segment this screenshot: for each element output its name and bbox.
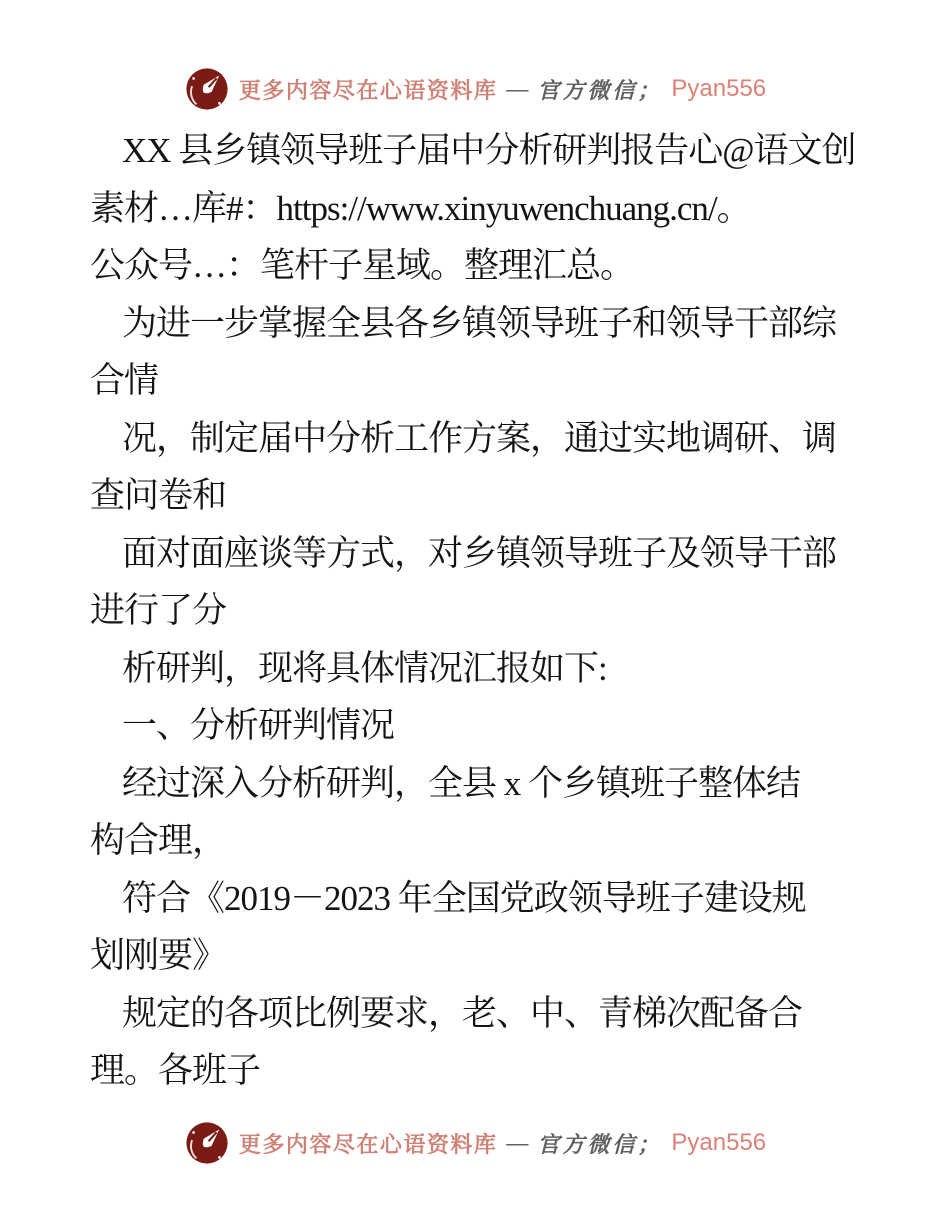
text-line: XX 县乡镇领导班子届中分析研判报告心@语文创 — [122, 131, 856, 170]
footer-watermark — [0, 1117, 950, 1169]
text-line: 况，制定届中分析工作方案，通过实地调研、调 — [122, 418, 837, 458]
watermark-brand-text: 更多内容尽在心语资料库 — [238, 1131, 498, 1157]
pen-nib-circle-icon — [184, 66, 230, 112]
watermark-brand-text: 更多内容尽在心语资料库 — [238, 77, 498, 103]
text-line: 符合《2019－2023 年全国党政领导班子建设规 — [122, 878, 806, 918]
text-line: 进行了分 — [90, 591, 227, 630]
header-watermark — [0, 63, 950, 115]
text-line: 经过深入分析研判，全县 x 个乡镇班子整体结 — [122, 763, 801, 803]
watermark-wechat-label: 官方微信； — [537, 77, 663, 103]
watermark-wechat-id: Pyan556 — [671, 1129, 767, 1156]
watermark-dash: — — [506, 76, 529, 101]
text-line: 素材…库#：https://www.xinyuwenchuang.cn/。 — [90, 188, 751, 228]
watermark-dash: — — [506, 1130, 529, 1155]
section-heading-line: 一、分析研判情况 — [122, 706, 395, 745]
watermark-wechat-id: Pyan556 — [671, 75, 767, 102]
text-line: 构合理， — [90, 821, 227, 860]
text-line: 规定的各项比例要求，老、中、青梯次配备合 — [122, 993, 803, 1033]
document-body — [90, 122, 870, 1100]
text-line: 划刚要》 — [90, 936, 227, 975]
text-line: 公众号…：笔杆子星域。整理汇总。 — [90, 246, 635, 285]
text-line: 查问卷和 — [90, 476, 227, 515]
text-line: 合情 — [90, 361, 159, 400]
text-line: 为进一步掌握全县各乡镇领导班子和领导干部综 — [122, 303, 837, 343]
text-line: 理。各班子 — [90, 1051, 261, 1090]
pen-nib-circle-icon — [184, 1120, 230, 1166]
text-line: 面对面座谈等方式，对乡镇领导班子及领导干部 — [122, 533, 837, 573]
text-line: 析研判，现将具体情况汇报如下: — [122, 648, 607, 688]
watermark-wechat-label: 官方微信； — [537, 1131, 663, 1157]
